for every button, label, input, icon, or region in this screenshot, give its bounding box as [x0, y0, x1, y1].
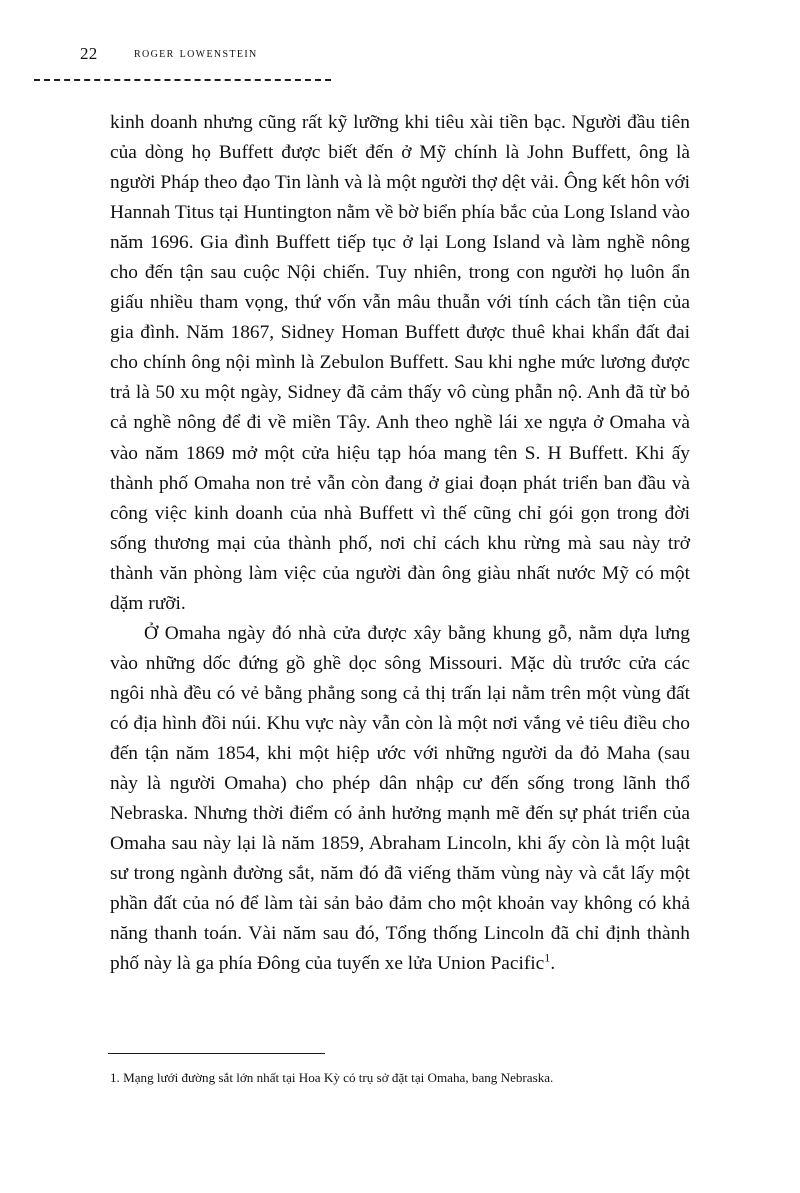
running-head — [34, 44, 334, 74]
footnote-reference[interactable]: 1 — [544, 950, 551, 965]
paragraph: Ở Omaha ngày đó nhà cửa được xây bằng khung gỗ, nằm dựa lưng vào những dốc đứng gồ ghề dọc sông Missouri. Mặc dù trước cửa các ngôi nhà đều có vẻ bằng phẳng song cả thị trấn lại nằm trên một vùng đất có địa hình đồi núi. Khu vực này vẫn còn là một nơi vắng vẻ tiêu điều cho đến tận năm 1854, khi một hiệp ước với những người da đỏ Maha (sau này là người Omaha) cho phép dân nhập cư đến sống trong lãnh thổ Nebraska. Nhưng thời điểm có ảnh hưởng mạnh mẽ đến sự phát triển của Omaha sau này lại là năm 1859, Abraham Lincoln, khi ấy còn là một luật sư trong ngành đường sắt, năm đó đã viếng thăm vùng này và cắt lấy một phần đất của nó để làm tài sản bảo đảm cho một khoản vay không có khả năng thanh toán. Vài năm sau đó, Tổng thống Lincoln đã chỉ định thành phố này là ga phía Đông của tuyến xe lửa Union Pacific$^1$. — [110, 622, 690, 975]
page-number: 22 — [80, 44, 98, 63]
footnote-separator-rule — [108, 1053, 325, 1054]
footnote-text: 1. Mạng lưới đường sắt lớn nhất tại Hoa Kỳ có trụ sở đặt tại Omaha, bang Nebraska. — [110, 1070, 554, 1085]
paragraph: kinh doanh nhưng cũng rất kỹ lưỡng khi tiêu xài tiền bạc. Người đầu tiên của dòng họ Buffett được biết đến ở Mỹ chính là John Buffett, ông là người Pháp theo đạo Tin lành và là một người thợ dệt vải. Ông kết hôn với Hannah Titus tại Huntington nằm về bờ biển phía bắc của Long Island vào năm 1696. Gia đình Buffett tiếp tục ở lại Long Island và làm nghề nông cho đến tận sau cuộc Nội chiến. Tuy nhiên, trong con người họ luôn ẩn giấu nhiều tham vọng, thứ vốn vẫn mâu thuẫn với tính cách tần tiện của gia đình. Năm 1867, Sidney Homan Buffett được thuê khai khẩn đất đai cho chính ông nội mình là Zebulon Buffett. Sau khi nghe mức lương được trả là 50 xu một ngày, Sidney đã cảm thấy vô cùng phẫn nộ. Anh đã từ bỏ cả nghề nông để đi về miền Tây. Anh theo nghề lái xe ngựa ở Omaha và vào năm 1869 mở một cửa hiệu tạp hóa mang tên S. H Buffett. Khi ấy thành phố Omaha non trẻ vẫn còn đang ở giai đoạn phát triển ban đầu và công việc kinh doanh của nhà Buffett vì thế cũng chỉ gói gọn trong đời sống thương mại của thành phố, nơi chỉ cách khu rừng mà sau này trở thành văn phòng làm việc của người đàn ông giàu nhất nước Mỹ có một dặm rưỡi. — [110, 112, 690, 614]
running-head-dashed-rule — [34, 79, 331, 81]
paragraph-text: Ở Omaha ngày đó nhà cửa được xây bằng khung gỗ, nằm dựa lưng vào những dốc đứng gồ ghề dọc sông Missouri. Mặc dù trước cửa các ngôi nhà đều có vẻ bằng phẳng song cả thị trấn lại nằm trên một vùng đất có địa hình đồi núi. Khu vực này vẫn còn là một nơi vắng vẻ tiêu điều cho đến tận năm 1854, khi một hiệp ước với những người da đỏ Maha (sau này là người Omaha) cho phép dân nhập cư đến sống trong lãnh thổ Nebraska. Nhưng thời điểm có ảnh hưởng mạnh mẽ đến sự phát triển của Omaha sau này lại là năm 1859, Abraham Lincoln, khi ấy còn là một luật sư trong ngành đường sắt, năm đó đã viếng thăm vùng này và cắt lấy một phần đất của nó để làm tài sản bảo đảm cho một khoản vay không có khả năng thanh toán. Vài năm sau đó, Tổng thống Lincoln đã chỉ định thành phố này là ga phía Đông của tuyến xe lửa Union Pacific — [110, 622, 690, 975]
running-head-author: roger lowenstein — [134, 45, 258, 61]
body-text-block — [110, 108, 690, 979]
